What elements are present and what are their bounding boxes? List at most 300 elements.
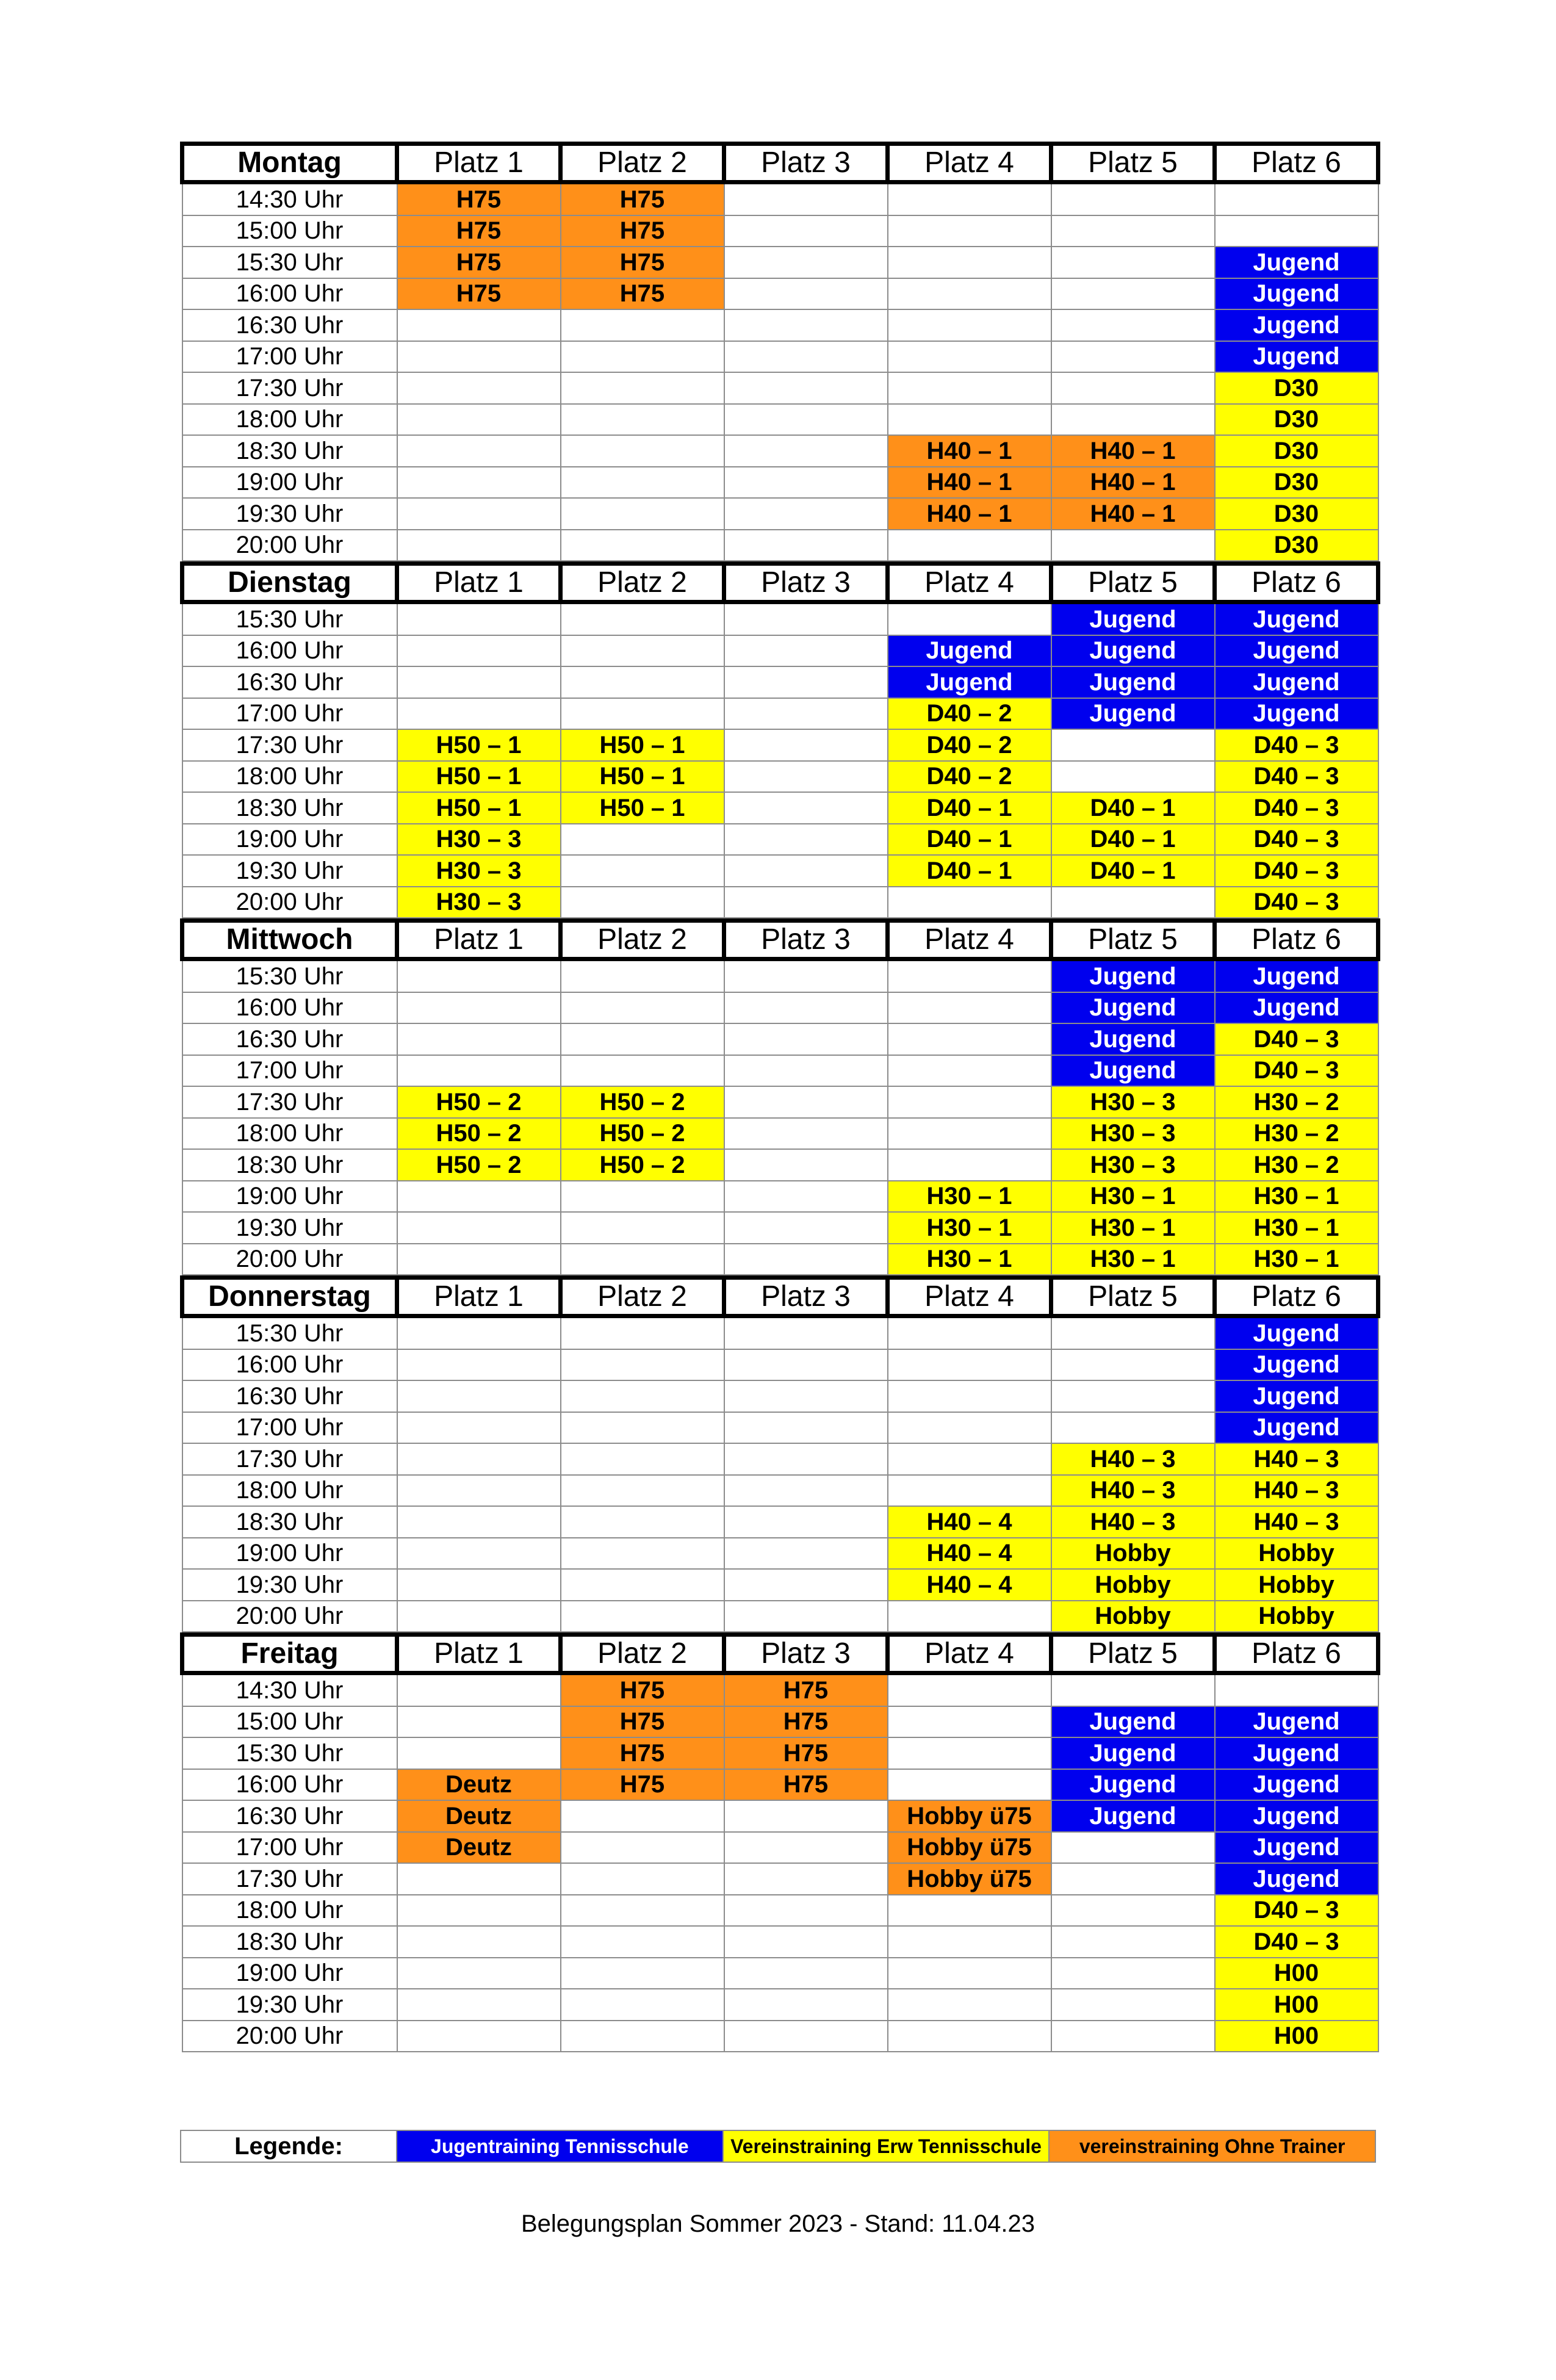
booking-cell: H30 – 1: [1215, 1181, 1378, 1213]
booking-cell: H50 – 1: [397, 792, 561, 824]
empty-cell: [724, 1181, 888, 1213]
empty-cell: [1051, 278, 1215, 310]
time-row: [182, 1800, 1378, 1832]
empty-cell: [724, 341, 888, 373]
empty-cell: [1051, 309, 1215, 341]
time-row: [182, 1706, 1378, 1738]
empty-cell: [397, 467, 561, 499]
time-cell: 16:30 Uhr: [182, 309, 397, 341]
time-cell: 16:00 Uhr: [182, 1349, 397, 1381]
empty-cell: [724, 215, 888, 247]
booking-cell: Jugend: [1215, 1863, 1378, 1895]
booking-cell: Jugend: [1215, 1316, 1378, 1349]
empty-cell: [888, 1380, 1051, 1412]
booking-cell: H40 – 4: [888, 1506, 1051, 1538]
booking-cell: Jugend: [1215, 247, 1378, 278]
time-row: [182, 887, 1378, 918]
empty-cell: [561, 1475, 724, 1507]
court-header: Platz 2: [561, 1635, 724, 1673]
empty-cell: [724, 372, 888, 404]
empty-cell: [561, 1055, 724, 1087]
booking-cell: D40 – 1: [1051, 855, 1215, 887]
empty-cell: [561, 1023, 724, 1055]
empty-cell: [397, 530, 561, 561]
empty-cell: [397, 1475, 561, 1507]
empty-cell: [1215, 1673, 1378, 1706]
booking-cell: D40 – 2: [888, 761, 1051, 793]
time-row: [182, 666, 1378, 698]
empty-cell: [561, 1244, 724, 1275]
empty-cell: [397, 435, 561, 467]
booking-cell: Jugend: [888, 635, 1051, 667]
booking-cell: H75: [397, 215, 561, 247]
booking-cell: H75: [724, 1706, 888, 1738]
booking-cell: H50 – 2: [561, 1149, 724, 1181]
empty-cell: [888, 1958, 1051, 1989]
empty-cell: [561, 341, 724, 373]
court-header: Platz 5: [1051, 1278, 1215, 1316]
time-cell: 20:00 Uhr: [182, 1601, 397, 1632]
booking-cell: Jugend: [1051, 698, 1215, 730]
empty-cell: [397, 2021, 561, 2052]
empty-cell: [724, 1055, 888, 1087]
booking-cell: Jugend: [1215, 1349, 1378, 1381]
empty-cell: [888, 404, 1051, 436]
booking-cell: D40 – 3: [1215, 1055, 1378, 1087]
empty-cell: [397, 1412, 561, 1444]
booking-cell: Jugend: [1215, 635, 1378, 667]
empty-cell: [1051, 1989, 1215, 2021]
empty-cell: [561, 1800, 724, 1832]
booking-cell: D40 – 1: [1051, 824, 1215, 856]
time-cell: 16:00 Uhr: [182, 635, 397, 667]
empty-cell: [888, 1149, 1051, 1181]
court-header: Platz 3: [724, 144, 888, 182]
empty-cell: [561, 372, 724, 404]
booking-cell: Jugend: [1215, 1737, 1378, 1769]
empty-cell: [1051, 1316, 1215, 1349]
court-header: Platz 3: [724, 1278, 888, 1316]
empty-cell: [561, 1569, 724, 1601]
booking-cell: H30 – 3: [1051, 1149, 1215, 1181]
time-cell: 18:00 Uhr: [182, 1118, 397, 1150]
empty-cell: [888, 1023, 1051, 1055]
booking-cell: D40 – 1: [888, 824, 1051, 856]
booking-cell: Jugend: [1215, 666, 1378, 698]
time-row: [182, 1086, 1378, 1118]
empty-cell: [724, 1926, 888, 1958]
empty-cell: [724, 309, 888, 341]
time-cell: 16:00 Uhr: [182, 992, 397, 1024]
empty-cell: [888, 1673, 1051, 1706]
booking-cell: D40 – 3: [1215, 887, 1378, 918]
empty-cell: [724, 761, 888, 793]
booking-cell: H75: [561, 182, 724, 215]
empty-cell: [397, 1989, 561, 2021]
booking-cell: Jugend: [1215, 1832, 1378, 1864]
empty-cell: [561, 1989, 724, 2021]
time-cell: 17:00 Uhr: [182, 1412, 397, 1444]
empty-cell: [397, 1569, 561, 1601]
empty-cell: [1051, 372, 1215, 404]
court-header: Platz 3: [724, 1635, 888, 1673]
booking-cell: Jugend: [1051, 1800, 1215, 1832]
empty-cell: [1051, 530, 1215, 561]
empty-cell: [561, 602, 724, 635]
empty-cell: [397, 666, 561, 698]
booking-cell: H75: [561, 1706, 724, 1738]
empty-cell: [397, 498, 561, 530]
booking-cell: H75: [397, 278, 561, 310]
time-row: [182, 1895, 1378, 1927]
booking-cell: H00: [1215, 2021, 1378, 2052]
empty-cell: [1215, 182, 1378, 215]
day-table-donnerstag: [180, 1275, 1380, 1632]
legend-label: Legende:: [181, 2130, 397, 2162]
court-header: Platz 2: [561, 921, 724, 959]
booking-cell: Hobby ü75: [888, 1832, 1051, 1864]
time-row: [182, 635, 1378, 667]
time-cell: 19:00 Uhr: [182, 824, 397, 856]
empty-cell: [888, 1475, 1051, 1507]
empty-cell: [888, 1086, 1051, 1118]
time-row: [182, 498, 1378, 530]
time-cell: 17:30 Uhr: [182, 1086, 397, 1118]
time-cell: 15:30 Uhr: [182, 1737, 397, 1769]
time-row: [182, 1832, 1378, 1864]
empty-cell: [397, 1926, 561, 1958]
booking-cell: Jugend: [1215, 1706, 1378, 1738]
empty-cell: [561, 1895, 724, 1927]
empty-cell: [397, 635, 561, 667]
empty-cell: [724, 1118, 888, 1150]
empty-cell: [397, 341, 561, 373]
time-row: [182, 1055, 1378, 1087]
empty-cell: [561, 1380, 724, 1412]
time-cell: 19:00 Uhr: [182, 1538, 397, 1570]
time-cell: 15:30 Uhr: [182, 602, 397, 635]
court-header: Platz 5: [1051, 564, 1215, 602]
empty-cell: [561, 1832, 724, 1864]
booking-cell: Jugend: [1215, 1380, 1378, 1412]
time-row: [182, 824, 1378, 856]
booking-cell: Jugend: [1051, 959, 1215, 992]
empty-cell: [724, 1958, 888, 1989]
empty-cell: [561, 635, 724, 667]
empty-cell: [724, 467, 888, 499]
time-cell: 16:00 Uhr: [182, 1769, 397, 1801]
empty-cell: [724, 1506, 888, 1538]
booking-cell: H30 – 1: [888, 1212, 1051, 1244]
booking-cell: H30 – 2: [1215, 1086, 1378, 1118]
empty-cell: [888, 530, 1051, 561]
time-cell: 17:30 Uhr: [182, 1863, 397, 1895]
booking-cell: H75: [561, 278, 724, 310]
empty-cell: [888, 247, 1051, 278]
booking-cell: D30: [1215, 404, 1378, 436]
empty-cell: [1051, 1349, 1215, 1381]
booking-cell: Deutz: [397, 1800, 561, 1832]
booking-cell: Deutz: [397, 1832, 561, 1864]
day-name: Montag: [182, 144, 397, 182]
booking-cell: H30 – 1: [1051, 1212, 1215, 1244]
empty-cell: [561, 959, 724, 992]
legend-item-youth-training: Jugentraining Tennisschule: [397, 2130, 723, 2162]
booking-cell: Hobby: [1051, 1601, 1215, 1632]
empty-cell: [1051, 1863, 1215, 1895]
empty-cell: [397, 1055, 561, 1087]
booking-cell: D40 – 1: [1051, 792, 1215, 824]
empty-cell: [888, 215, 1051, 247]
empty-cell: [397, 992, 561, 1024]
empty-cell: [724, 1412, 888, 1444]
time-cell: 16:30 Uhr: [182, 1023, 397, 1055]
time-cell: 15:00 Uhr: [182, 1706, 397, 1738]
empty-cell: [561, 1926, 724, 1958]
empty-cell: [561, 309, 724, 341]
day-name: Donnerstag: [182, 1278, 397, 1316]
time-row: [182, 341, 1378, 373]
booking-cell: H40 – 1: [1051, 435, 1215, 467]
booking-cell: D40 – 3: [1215, 1926, 1378, 1958]
empty-cell: [724, 992, 888, 1024]
empty-cell: [397, 1958, 561, 1989]
time-cell: 19:30 Uhr: [182, 1989, 397, 2021]
court-header: Platz 4: [888, 1278, 1051, 1316]
empty-cell: [561, 2021, 724, 2052]
time-row: [182, 1349, 1378, 1381]
booking-cell: H30 – 2: [1215, 1149, 1378, 1181]
time-cell: 16:00 Uhr: [182, 278, 397, 310]
booking-cell: D40 – 3: [1215, 729, 1378, 761]
empty-cell: [724, 887, 888, 918]
court-header: Platz 4: [888, 921, 1051, 959]
booking-cell: H75: [561, 1737, 724, 1769]
time-row: [182, 404, 1378, 436]
empty-cell: [724, 247, 888, 278]
time-row: [182, 372, 1378, 404]
booking-cell: D30: [1215, 467, 1378, 499]
booking-cell: D30: [1215, 530, 1378, 561]
empty-cell: [724, 1149, 888, 1181]
empty-cell: [397, 1443, 561, 1475]
booking-cell: H75: [561, 247, 724, 278]
empty-cell: [1215, 215, 1378, 247]
time-cell: 16:30 Uhr: [182, 1380, 397, 1412]
booking-cell: Hobby: [1051, 1538, 1215, 1570]
day-name: Freitag: [182, 1635, 397, 1673]
empty-cell: [561, 1958, 724, 1989]
empty-cell: [561, 1181, 724, 1213]
empty-cell: [397, 1023, 561, 1055]
time-cell: 20:00 Uhr: [182, 2021, 397, 2052]
booking-cell: H75: [724, 1673, 888, 1706]
booking-cell: H30 – 1: [1051, 1244, 1215, 1275]
time-cell: 17:00 Uhr: [182, 341, 397, 373]
booking-cell: H50 – 1: [561, 729, 724, 761]
time-row: [182, 1926, 1378, 1958]
empty-cell: [724, 1538, 888, 1570]
court-header: Platz 4: [888, 564, 1051, 602]
booking-cell: Jugend: [1051, 1769, 1215, 1801]
time-row: [182, 992, 1378, 1024]
booking-cell: Jugend: [1051, 666, 1215, 698]
empty-cell: [724, 530, 888, 561]
time-cell: 19:30 Uhr: [182, 1569, 397, 1601]
empty-cell: [724, 1569, 888, 1601]
time-row: [182, 959, 1378, 992]
time-cell: 19:30 Uhr: [182, 1212, 397, 1244]
empty-cell: [561, 1538, 724, 1570]
booking-cell: Jugend: [1051, 1706, 1215, 1738]
time-cell: 14:30 Uhr: [182, 182, 397, 215]
time-cell: 14:30 Uhr: [182, 1673, 397, 1706]
empty-cell: [724, 635, 888, 667]
booking-cell: Jugend: [1215, 309, 1378, 341]
booking-cell: Jugend: [1051, 992, 1215, 1024]
empty-cell: [888, 959, 1051, 992]
empty-cell: [724, 278, 888, 310]
empty-cell: [724, 824, 888, 856]
time-row: [182, 1118, 1378, 1150]
court-header: Platz 3: [724, 921, 888, 959]
court-header: Platz 1: [397, 1635, 561, 1673]
empty-cell: [1051, 1926, 1215, 1958]
booking-cell: D40 – 3: [1215, 824, 1378, 856]
time-row: [182, 729, 1378, 761]
booking-cell: D40 – 3: [1215, 855, 1378, 887]
empty-cell: [1051, 1895, 1215, 1927]
empty-cell: [1051, 887, 1215, 918]
court-header: Platz 5: [1051, 1635, 1215, 1673]
time-row: [182, 1181, 1378, 1213]
booking-cell: H30 – 1: [888, 1181, 1051, 1213]
legend: [180, 2130, 1376, 2163]
empty-cell: [724, 792, 888, 824]
booking-cell: Jugend: [1215, 278, 1378, 310]
court-header: Platz 6: [1215, 921, 1378, 959]
empty-cell: [561, 1601, 724, 1632]
empty-cell: [561, 992, 724, 1024]
empty-cell: [1051, 247, 1215, 278]
booking-cell: D30: [1215, 372, 1378, 404]
booking-cell: H50 – 2: [561, 1086, 724, 1118]
empty-cell: [561, 1412, 724, 1444]
empty-cell: [888, 182, 1051, 215]
booking-cell: D40 – 1: [888, 792, 1051, 824]
court-header: Platz 6: [1215, 564, 1378, 602]
empty-cell: [1051, 761, 1215, 793]
booking-cell: Jugend: [888, 666, 1051, 698]
empty-cell: [724, 602, 888, 635]
time-cell: 17:30 Uhr: [182, 1443, 397, 1475]
booking-cell: H30 – 3: [397, 855, 561, 887]
empty-cell: [888, 1989, 1051, 2021]
empty-cell: [1051, 1832, 1215, 1864]
empty-cell: [888, 1769, 1051, 1801]
booking-cell: Hobby: [1215, 1538, 1378, 1570]
time-row: [182, 2021, 1378, 2052]
booking-cell: H30 – 1: [1215, 1244, 1378, 1275]
empty-cell: [561, 1506, 724, 1538]
day-header-row: [182, 564, 1378, 602]
booking-cell: H40 – 1: [1051, 498, 1215, 530]
booking-cell: H40 – 1: [888, 498, 1051, 530]
court-header: Platz 4: [888, 1635, 1051, 1673]
booking-cell: H30 – 1: [1215, 1212, 1378, 1244]
booking-cell: Hobby ü75: [888, 1800, 1051, 1832]
booking-cell: H75: [724, 1769, 888, 1801]
booking-cell: Jugend: [1215, 1769, 1378, 1801]
time-row: [182, 602, 1378, 635]
time-row: [182, 761, 1378, 793]
day-header-row: [182, 1278, 1378, 1316]
empty-cell: [397, 1863, 561, 1895]
legend-item-no-trainer: vereinstraining Ohne Trainer: [1049, 2130, 1375, 2162]
empty-cell: [724, 1023, 888, 1055]
time-row: [182, 215, 1378, 247]
booking-cell: H75: [561, 1769, 724, 1801]
empty-cell: [888, 1443, 1051, 1475]
booking-cell: Jugend: [1215, 602, 1378, 635]
time-row: [182, 1673, 1378, 1706]
time-cell: 17:00 Uhr: [182, 698, 397, 730]
booking-cell: Jugend: [1215, 1412, 1378, 1444]
empty-cell: [724, 1212, 888, 1244]
day-table-montag: [180, 142, 1380, 561]
booking-cell: Jugend: [1051, 1055, 1215, 1087]
empty-cell: [724, 1832, 888, 1864]
empty-cell: [561, 530, 724, 561]
time-cell: 19:30 Uhr: [182, 855, 397, 887]
court-header: Platz 5: [1051, 921, 1215, 959]
empty-cell: [397, 1349, 561, 1381]
empty-cell: [724, 729, 888, 761]
time-cell: 17:00 Uhr: [182, 1055, 397, 1087]
booking-cell: D30: [1215, 498, 1378, 530]
time-cell: 18:30 Uhr: [182, 792, 397, 824]
legend-item-club-training: Vereinstraining Erw Tennisschule: [723, 2130, 1050, 2162]
empty-cell: [1051, 341, 1215, 373]
empty-cell: [397, 602, 561, 635]
booking-cell: H30 – 1: [888, 1244, 1051, 1275]
empty-cell: [397, 1601, 561, 1632]
empty-cell: [724, 1316, 888, 1349]
booking-cell: H00: [1215, 1958, 1378, 1989]
time-row: [182, 1412, 1378, 1444]
time-cell: 16:30 Uhr: [182, 1800, 397, 1832]
schedule-sheet: [180, 142, 1376, 2052]
empty-cell: [724, 1349, 888, 1381]
empty-cell: [888, 1706, 1051, 1738]
empty-cell: [888, 341, 1051, 373]
empty-cell: [888, 1118, 1051, 1150]
booking-cell: Jugend: [1215, 1800, 1378, 1832]
empty-cell: [397, 1737, 561, 1769]
time-row: [182, 278, 1378, 310]
time-row: [182, 1863, 1378, 1895]
time-cell: 19:00 Uhr: [182, 1181, 397, 1213]
empty-cell: [561, 404, 724, 436]
booking-cell: H40 – 4: [888, 1538, 1051, 1570]
court-header: Platz 1: [397, 144, 561, 182]
empty-cell: [888, 1412, 1051, 1444]
empty-cell: [397, 1506, 561, 1538]
empty-cell: [397, 1316, 561, 1349]
empty-cell: [888, 372, 1051, 404]
booking-cell: Jugend: [1051, 635, 1215, 667]
empty-cell: [561, 887, 724, 918]
